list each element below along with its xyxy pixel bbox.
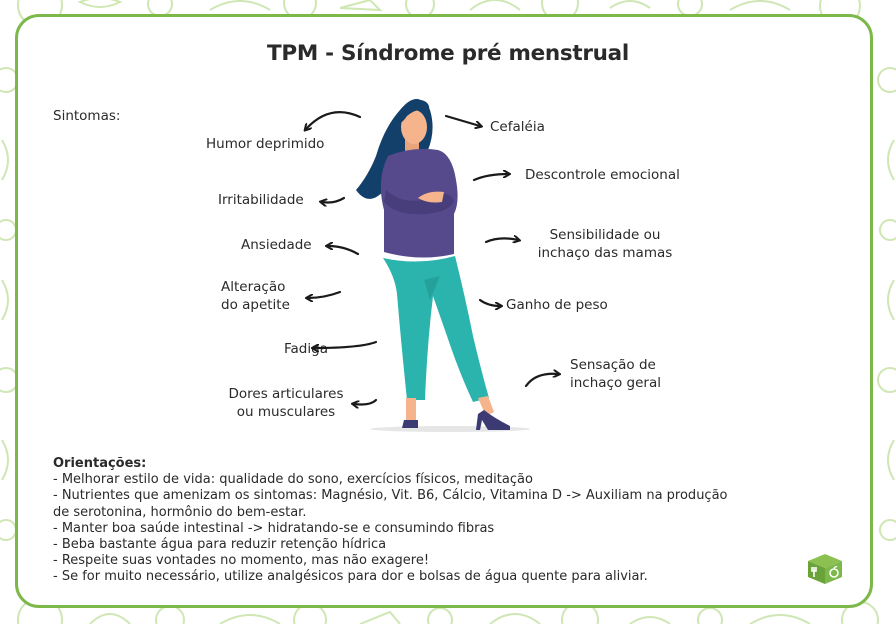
guidance-line: de serotonina, hormônio do bem-estar. [53,504,307,520]
woman-illustration [340,96,540,436]
symptom-irritabilidade: Irritabilidade [218,192,304,208]
symptom-fadiga: Fadiga [284,341,328,357]
guidance-line: - Manter boa saúde intestinal -> hidratando-se e consumindo fibras [53,520,495,536]
guidance-line: - Beba bastante água para reduzir retenção hídrica [53,537,387,553]
guidance-heading: Orientações: [53,456,147,471]
symptom-apetite-line1: Alteração [221,279,286,295]
symptom-inchaco-line2: inchaço geral [570,375,661,391]
symptom-cefaleia: Cefaléia [490,119,545,135]
symptom-humor: Humor deprimido [206,136,325,152]
symptom-dores-line1: Dores articulares [228,386,344,402]
food-box-logo-icon [806,551,844,585]
symptom-peso: Ganho de peso [506,297,608,313]
guidance-line: - Melhorar estilo de vida: qualidade do sono, exercícios físicos, meditação [53,472,533,488]
guidance-line: - Se for muito necessário, utilize analgésicos para dor e bolsas de água quente para aliviar. [53,569,648,585]
symptom-inchaco-line1: Sensação de [570,357,656,373]
symptom-ansiedade: Ansiedade [241,237,312,253]
symptom-descontrole: Descontrole emocional [525,167,680,183]
symptom-apetite-line2: do apetite [221,297,290,313]
guidance-section [53,456,773,586]
guidance-line: - Nutrientes que amenizam os sintomas: Magnésio, Vit. B6, Cálcio, Vitamina D -> Auxiliam na produção [53,488,728,504]
symptom-dores-line2: ou musculares [236,404,336,420]
symptom-sensibilidade-line1: Sensibilidade ou [549,227,661,243]
symptoms-heading: Sintomas: [53,108,121,124]
symptom-sensibilidade-line2: inchaço das mamas [537,245,673,261]
guidance-line: - Respeite suas vontades no momento, mas não exagere! [53,553,430,569]
page-title: TPM - Síndrome pré menstrual [267,41,629,66]
